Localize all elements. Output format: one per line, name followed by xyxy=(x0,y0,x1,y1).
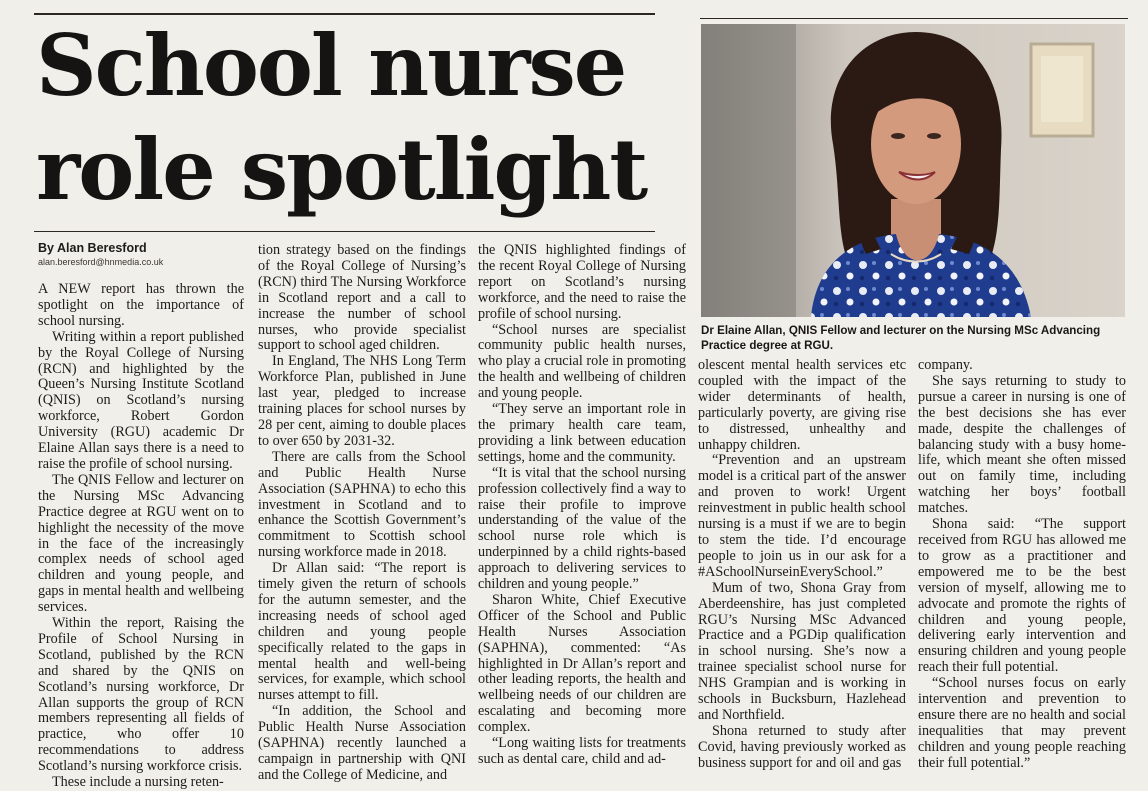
paragraph: olescent mental health services etc coupled with the impact of the wider determinants of health, particularly poverty, are giving rise to distressed, unhealthy and unhappy children. xyxy=(698,357,906,453)
article-column-2 xyxy=(258,242,466,783)
article-column-5 xyxy=(918,357,1126,771)
headline-rule xyxy=(34,231,655,232)
paragraph: the QNIS highlighted findings of the recent Royal College of Nursing report on Scotland’s nursing workforce, and the need to raise the profile of school nursing. xyxy=(478,242,686,322)
paragraph: Within the report, Raising the Profile of School Nursing in Scotland, published by the RCN and shared by the QNIS on Scotland’s nursing workforce, Dr Allan supports the group of RCN members representing all fields of practice, who offer 10 recommendations to address Scotland’s nursing workforce crisis. xyxy=(38,615,244,775)
paragraph: “Prevention and an upstream model is a critical part of the answer and proven to work! Urgent reinvestment in public health school nursing is a must if we are to begin to stem the tide. I’d encourage people to join us in our ask for a #ASchoolNurseinEverySchool.” xyxy=(698,452,906,580)
paragraph: Shona said: “The support received from RGU has allowed me to grow as a practitioner and empowered me to be the best version of myself, allowing me to advocate and promote the rights of children and young people, delivering early intervention and ensuring children and young people reach their full potential. xyxy=(918,516,1126,676)
paragraph: A NEW report has thrown the spotlight on the importance of school nursing. xyxy=(38,281,244,329)
paragraph: Dr Allan said: “The report is timely given the return of schools for the autumn semester, and the increasing needs of school aged children and young people specifically related to the gaps in mental health and well-being services, for example, which school nurses attempt to fill. xyxy=(258,560,466,704)
paragraph: She says returning to study to pursue a career in nursing is one of the best decisions she has ever made, despite the challenges of balancing study with a busy home-life, which meant she often missed out on family time, including watching her boys’ football matches. xyxy=(918,372,1126,517)
paragraph: “They serve an important role in the primary health care team, providing a link between education settings, home and the community. xyxy=(478,401,686,465)
paragraph: “It is vital that the school nursing profession collectively find a way to raise their profile to improve understanding of the value of the school nurse role which is underpinned by a child rights-based approach to delivering services to children and young people.” xyxy=(478,464,686,593)
paragraph: There are calls from the School and Public Health Nurse Association (SAPHNA) to echo this investment in Scotland and to enhance the Scottish Government’s commitment to Scottish school nursing workforce made in 2018. xyxy=(258,448,466,561)
paragraph: “School nurses focus on early intervention and prevention to ensure there are no health and social inequalities that may prevent children and young people reaching their full potential.” xyxy=(918,675,1126,771)
paragraph: Mum of two, Shona Gray from Aberdeenshire, has just completed RGU’s Nursing MSc Advanced Practice and a PGDip qualification in school nursing. She’s now a trainee specialist school nurse for NHS Grampian and is working in schools in Bucksburn, Hazlehead and Northfield. xyxy=(698,579,906,723)
paragraph: The QNIS Fellow and lecturer on the Nursing MSc Advancing Practice degree at RGU went on to highlight the necessity of the move in the face of the increasingly complex needs of school aged children and young people, and gaps in mental health and wellbeing services. xyxy=(38,471,244,616)
headline xyxy=(36,14,676,222)
paragraph: Writing within a report published by the Royal College of Nursing (RCN) and highlighted by the Queen’s Nursing Institute Scotland (QNIS) on Scotland’s nursing workforce, Robert Gordon University (RGU) academic Dr Elaine Allan says there is a need to raise the profile of school nursing. xyxy=(38,328,244,472)
byline-email: alan.beresford@hnmedia.co.uk xyxy=(38,257,164,267)
headline-line-1: School nurse xyxy=(36,16,626,115)
article-column-4 xyxy=(698,357,906,771)
headline-line-2: role spotlight xyxy=(36,120,647,219)
byline xyxy=(38,241,248,268)
photo-caption: Dr Elaine Allan, QNIS Fellow and lecturer on the Nursing MSc Advancing Practice degree at RGU. xyxy=(701,324,1101,352)
article-column-3 xyxy=(478,242,686,767)
paragraph: “Long waiting lists for treatments such as dental care, child and ad- xyxy=(478,735,686,767)
paragraph: tion strategy based on the findings of the Royal College of Nursing’s (RCN) third The Nursing Workforce in Scotland report and a call to increase the number of school nurses, who provide specialist support to school aged children. xyxy=(258,242,466,354)
paragraph: Sharon White, Chief Executive Officer of the School and Public Health Nurses Association (SAPHNA), commented: “As highlighted in Dr Allan’s report and other leading reports, the health and wellbeing needs of our children are escalating and becoming more complex. xyxy=(478,591,686,736)
paragraph: These include a nursing reten- xyxy=(52,774,224,791)
paragraph: “School nurses are specialist community public health nurses, who play a crucial role in promoting the health and wellbeing of children and young people. xyxy=(478,321,686,402)
paragraph: In England, The NHS Long Term Workforce Plan, published in June last year, pledged to increase training places for school nurses by 28 per cent, aiming to double places to over 650 by 2031-32. xyxy=(258,353,466,449)
paragraph: “In addition, the School and Public Health Nurse Association (SAPHNA) recently launched a campaign in partnership with QNI and the College of Medicine, and xyxy=(258,703,466,783)
portrait-illustration xyxy=(701,24,1125,317)
portrait-photo xyxy=(701,24,1125,317)
paragraph: Shona returned to study after Covid, having previously worked as business support for and oil and gas xyxy=(698,722,906,771)
photo-top-rule xyxy=(700,18,1128,19)
byline-author: By Alan Beresford xyxy=(38,241,147,255)
article-column-1 xyxy=(38,281,244,791)
paragraph: company. xyxy=(918,357,973,373)
